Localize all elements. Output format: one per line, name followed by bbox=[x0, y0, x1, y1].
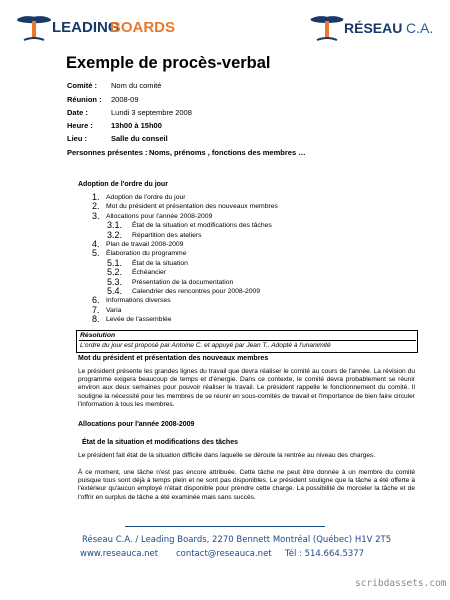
item-label: État de la situation bbox=[132, 259, 188, 267]
meta-row-attendees bbox=[67, 148, 306, 157]
meta-value: Nom du comité bbox=[111, 81, 162, 90]
footer-website-link[interactable]: www.reseauca.net bbox=[80, 549, 159, 559]
resolution-box bbox=[76, 330, 418, 353]
item-label: Levée de l'assemblée bbox=[106, 316, 172, 324]
logo-left-text-1: LEADING bbox=[52, 19, 120, 36]
section-paragraph: Le président présente les grandes lignes du travail que devra réaliser le comité au cours de l'année. La révision du programme exigera beaucoup de temps et d'énergie. Dans ce contexte, le comité devra probablement se réunir environ aux deux semaines pour pouvoir réaliser le travail. Le président rappelle le fonctionnement du comité. Il souligne la nécessité pour les membres de se réunir en sous-comités de travail et l'importance de bien faire circuler l'information à tous les membres. bbox=[78, 368, 415, 408]
list-item bbox=[80, 269, 380, 278]
item-label: Informations diverses bbox=[106, 297, 171, 305]
item-number: 5.4. bbox=[107, 285, 123, 296]
section-heading: Mot du président et présentation des nouveaux membres bbox=[78, 355, 269, 362]
tree-icon bbox=[14, 12, 54, 42]
item-label: Calendrier des rencontres pour 2008-2009 bbox=[132, 287, 261, 295]
meta-value: Noms, prénoms , fonctions des membres … bbox=[149, 148, 306, 157]
meta-label: Date : bbox=[67, 108, 88, 117]
meta-row-time bbox=[67, 121, 162, 130]
item-number: 5. bbox=[92, 248, 100, 259]
item-number: 7. bbox=[92, 304, 100, 315]
item-label: Varia bbox=[106, 306, 122, 314]
item-number: 3.1. bbox=[107, 220, 123, 231]
meta-row-location bbox=[67, 134, 168, 143]
section-paragraph: À ce moment, une tâche n'est pas encore attribuée. Cette tâche ne peut être donnée à un membre du comité puisque tous sont déjà à temps plein et ne sont pas disponibles. Le président souligne que la tâche a été offerte à l'extérieur qu'aucun employé n'était disponible pour prendre cette charge. La possibilité de morceler la tâche et de l'offrir en surplus de tâche a été examinée mais sans succès. bbox=[78, 469, 415, 501]
list-item bbox=[80, 276, 380, 288]
resolution-text: L'ordre du jour est proposé par Antoine C. et appuyé par Jean T.. Adopté à l'unanimité bbox=[80, 342, 331, 349]
logo-right-text-1: RÉSEAU bbox=[344, 20, 403, 36]
logo-left-text-2: BOARDS bbox=[110, 19, 176, 36]
item-number: 2. bbox=[92, 201, 100, 212]
logo-right-text-2: C.A. bbox=[406, 20, 434, 36]
item-label: Élaboration du programme bbox=[106, 250, 187, 258]
item-label: Répartition des ateliers bbox=[132, 231, 202, 239]
item-number: 8. bbox=[92, 314, 100, 325]
meta-label: Comité : bbox=[67, 81, 97, 90]
item-number: 5.2. bbox=[107, 267, 123, 278]
meta-value: Salle du conseil bbox=[111, 134, 168, 143]
item-label: Échéancier bbox=[132, 269, 167, 277]
section-heading: État de la situation et modifications des tâches bbox=[82, 439, 238, 446]
meta-label: Lieu : bbox=[67, 134, 87, 143]
item-number: 3. bbox=[92, 210, 100, 221]
meta-row-date bbox=[67, 108, 192, 117]
watermark: scribdassets.com bbox=[355, 578, 447, 589]
agenda-list bbox=[80, 194, 380, 325]
item-label: Adoption de l'ordre du jour bbox=[106, 194, 186, 201]
item-number: 4. bbox=[92, 238, 100, 249]
meta-label: Personnes présentes : bbox=[67, 148, 148, 157]
leading-boards-logo bbox=[14, 12, 176, 44]
item-label: Plan de travail 2008-2009 bbox=[106, 240, 184, 248]
list-item bbox=[80, 222, 380, 231]
agenda-heading: Adoption de l'ordre du jour bbox=[78, 181, 168, 188]
item-label: État de la situation et modifications des tâches bbox=[132, 222, 272, 230]
section-heading: Allocations pour l'année 2008-2009 bbox=[78, 421, 195, 428]
footer-address: Réseau C.A. / Leading Boards, 2270 Bennett Montréal (Québec) H1V 2T5 bbox=[82, 535, 392, 545]
list-item bbox=[80, 285, 380, 297]
item-label: Allocations pour l'année 2008-2009 bbox=[106, 212, 213, 220]
item-number: 6. bbox=[92, 295, 100, 306]
list-item bbox=[80, 316, 380, 325]
meta-row-meeting bbox=[67, 95, 139, 104]
list-item bbox=[80, 194, 380, 203]
list-item bbox=[80, 257, 380, 269]
item-number: 5.1. bbox=[107, 257, 123, 268]
item-number: 1. bbox=[92, 192, 100, 202]
meta-label: Heure : bbox=[67, 121, 93, 130]
list-item bbox=[80, 238, 380, 250]
meta-value: 2008-09 bbox=[111, 95, 139, 104]
section-paragraph: Le président fait état de la situation difficile dans laquelle se déroule la rentrée au niveau des charges. bbox=[78, 452, 376, 459]
item-label: Mot du président et présentation des nouveaux membres bbox=[106, 203, 278, 211]
item-number: 5.3. bbox=[107, 276, 123, 287]
item-label: Présentation de la documentation bbox=[132, 278, 234, 286]
list-item bbox=[80, 304, 380, 316]
list-item bbox=[80, 203, 380, 212]
meta-value: 13h00 à 15h00 bbox=[111, 121, 162, 130]
item-number: 3.2. bbox=[107, 229, 123, 240]
footer-email-link[interactable]: contact@reseauca.net bbox=[176, 549, 272, 559]
page-title: Exemple de procès-verbal bbox=[66, 54, 271, 72]
reseau-ca-logo bbox=[308, 12, 443, 44]
footer-phone: Tél : 514.664.5377 bbox=[285, 549, 365, 559]
footer-divider bbox=[125, 526, 325, 527]
list-item bbox=[80, 229, 380, 241]
list-item bbox=[80, 250, 380, 259]
list-item bbox=[80, 297, 380, 306]
meta-row-committee bbox=[67, 81, 161, 90]
meta-value: Lundi 3 septembre 2008 bbox=[111, 108, 192, 117]
meta-label: Réunion : bbox=[67, 95, 102, 104]
tree-icon bbox=[308, 12, 346, 42]
list-item bbox=[80, 210, 380, 222]
resolution-title: Résolution bbox=[80, 332, 116, 339]
